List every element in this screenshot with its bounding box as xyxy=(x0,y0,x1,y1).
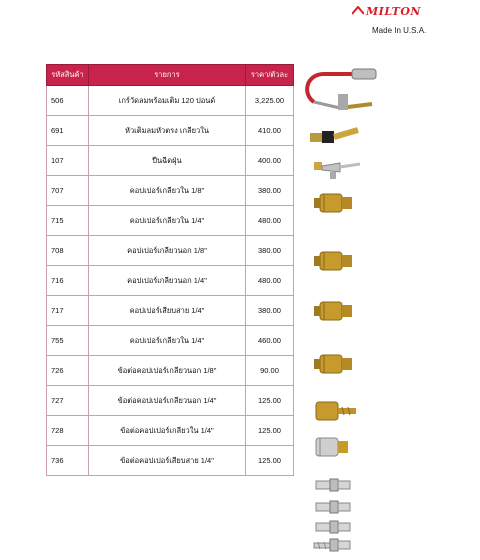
table-row xyxy=(47,206,294,236)
cell-item: ข้อต่อคอปเปอร์เกลียวนอก 1/4" xyxy=(89,386,246,416)
cell-code: 717 xyxy=(47,296,89,326)
cell-code: 707 xyxy=(47,176,89,206)
table-row xyxy=(47,236,294,266)
cell-price: 480.00 xyxy=(246,206,294,236)
cell-price: 3,225.00 xyxy=(246,86,294,116)
table-row xyxy=(47,356,294,386)
cell-item: คอปเปอร์เสียบสาย 1/4" xyxy=(89,296,246,326)
cell-item: ข้อต่อคอปเปอร์เสียบสาย 1/4" xyxy=(89,446,246,476)
silver-coupler-icon xyxy=(300,432,370,466)
cell-item: ข้อต่อคอปเปอร์เกลียวใน 1/4" xyxy=(89,416,246,446)
tire-gauge-icon xyxy=(300,64,382,124)
brass-coupler-icon xyxy=(300,349,370,383)
cell-item: คอปเปอร์เกลียวนอก 1/4" xyxy=(89,266,246,296)
cell-item: หัวเติมลมหัวตรง เกลียวใน xyxy=(89,116,246,146)
cell-item: เกร์วัดลมพร้อมเติม 120 ปอนด์ xyxy=(89,86,246,116)
price-table-container xyxy=(46,64,293,476)
cell-code: 755 xyxy=(47,326,89,356)
cell-item: คอปเปอร์เกลียวใน 1/4" xyxy=(89,326,246,356)
cell-item: คอปเปอร์เกลียวใน 1/4" xyxy=(89,206,246,236)
column-header-price: ราคา/ตัวละ xyxy=(246,65,294,86)
cell-item: ปืนฉีดฝุ่น xyxy=(89,146,246,176)
cell-price: 125.00 xyxy=(246,416,294,446)
table-row xyxy=(47,386,294,416)
blow-gun-icon xyxy=(300,154,370,184)
brand-logo: MILTON xyxy=(366,5,421,18)
table-row xyxy=(47,296,294,326)
table-row xyxy=(47,326,294,356)
table-header-row xyxy=(47,65,294,86)
cell-price: 460.00 xyxy=(246,326,294,356)
cell-price: 125.00 xyxy=(246,446,294,476)
brass-coupler-icon xyxy=(300,296,370,330)
table-row xyxy=(47,446,294,476)
brass-coupler-icon xyxy=(300,246,370,280)
cell-code: 716 xyxy=(47,266,89,296)
cell-price: 380.00 xyxy=(246,296,294,326)
hose-barb-plug-icon xyxy=(300,534,370,560)
cell-price: 90.00 xyxy=(246,356,294,386)
made-in-label: Made In U.S.A. xyxy=(372,26,427,35)
cell-price: 380.00 xyxy=(246,176,294,206)
column-header-code: รหัสสินค้า xyxy=(47,65,89,86)
table-body xyxy=(47,86,294,476)
cell-price: 480.00 xyxy=(246,266,294,296)
cell-price: 125.00 xyxy=(246,386,294,416)
cell-price: 400.00 xyxy=(246,146,294,176)
cell-code: 708 xyxy=(47,236,89,266)
cell-code: 736 xyxy=(47,446,89,476)
product-image-column xyxy=(300,64,390,476)
cell-code: 107 xyxy=(47,146,89,176)
air-chuck-icon xyxy=(300,124,370,154)
cell-code: 506 xyxy=(47,86,89,116)
cell-code: 726 xyxy=(47,356,89,386)
table-row xyxy=(47,416,294,446)
cell-code: 728 xyxy=(47,416,89,446)
brass-coupler-icon xyxy=(300,188,370,222)
table-row xyxy=(47,176,294,206)
cell-code: 727 xyxy=(47,386,89,416)
price-table xyxy=(46,64,294,476)
table-row xyxy=(47,146,294,176)
milton-logo-mark-icon xyxy=(352,6,364,16)
cell-price: 380.00 xyxy=(246,236,294,266)
table-row xyxy=(47,116,294,146)
cell-item: คอปเปอร์เกลียวนอก 1/8" xyxy=(89,236,246,266)
cell-price: 410.00 xyxy=(246,116,294,146)
cell-code: 691 xyxy=(47,116,89,146)
cell-code: 715 xyxy=(47,206,89,236)
table-row xyxy=(47,266,294,296)
column-header-item: รายการ xyxy=(89,65,246,86)
cell-item: ข้อต่อคอปเปอร์เกลียวนอก 1/8" xyxy=(89,356,246,386)
cell-item: คอปเปอร์เกลียวใน 1/8" xyxy=(89,176,246,206)
table-row xyxy=(47,86,294,116)
hose-barb-coupler-icon xyxy=(300,396,370,430)
